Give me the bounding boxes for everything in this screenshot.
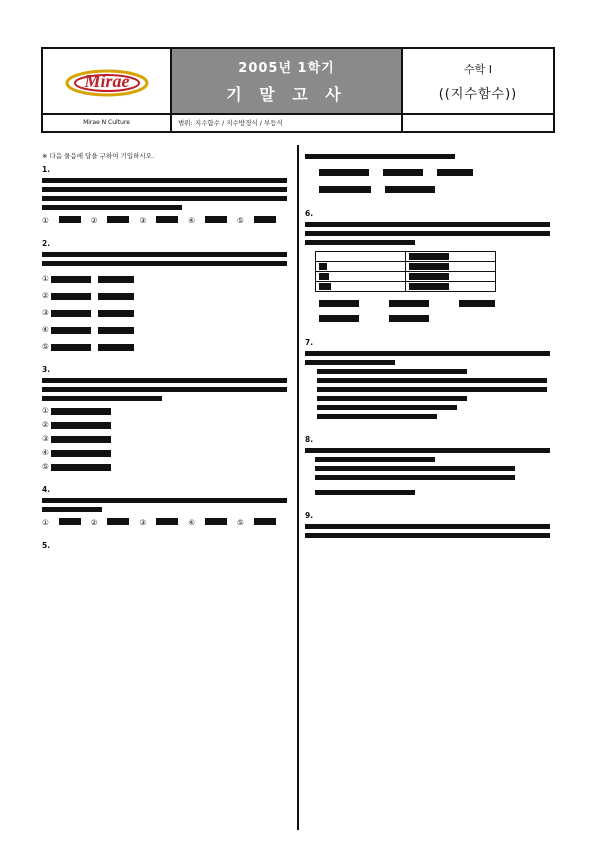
question-7-choices	[317, 369, 555, 419]
svg-text:Mirae: Mirae	[84, 71, 129, 91]
exam-term: 2005년 1학기	[238, 61, 335, 76]
question-9-number: 9.	[305, 511, 314, 520]
left-column	[42, 150, 292, 554]
choice[interactable]: ②	[42, 291, 292, 300]
exam-name: 기 말 고 사	[226, 85, 347, 104]
choice[interactable]: ⑤	[42, 462, 292, 471]
question-6-table	[315, 251, 496, 292]
exam-scope: 범위: 지수함수 / 지수방정식 / 부등식	[172, 115, 403, 131]
publisher-name: Mirae N Culture	[43, 115, 172, 131]
choice[interactable]: ⑤	[236, 216, 244, 225]
right-column	[305, 150, 555, 542]
choice[interactable]: ④	[188, 216, 195, 225]
question-4-number: 4.	[42, 485, 51, 494]
question-7-text	[305, 351, 555, 365]
question-5-number: 5.	[42, 541, 51, 550]
choice[interactable]: ⑤	[236, 518, 244, 527]
choice[interactable]: ②	[90, 216, 98, 225]
question-3-choices	[42, 406, 292, 471]
question-3-number: 3.	[42, 365, 51, 374]
exam-title	[172, 49, 403, 115]
question-5-continued	[305, 154, 555, 193]
question-4-text	[42, 498, 292, 512]
question-1-choices	[42, 216, 292, 225]
exam-header	[41, 47, 555, 133]
choice[interactable]: ③	[139, 216, 147, 225]
question-2-text	[42, 252, 292, 266]
question-7-number: 7.	[305, 338, 314, 347]
choice[interactable]: ①	[42, 518, 49, 527]
question-8-choices	[315, 457, 555, 495]
question-2-choices	[42, 274, 292, 351]
exam-subject	[403, 49, 553, 115]
choice[interactable]: ④	[42, 325, 292, 334]
choice[interactable]: ②	[42, 420, 292, 429]
question-3-text	[42, 378, 292, 401]
choice[interactable]: ②	[90, 518, 98, 527]
choice[interactable]: ①	[42, 216, 49, 225]
choice[interactable]: ④	[188, 518, 195, 527]
choice[interactable]: ③	[42, 308, 292, 317]
choice[interactable]: ④	[42, 448, 292, 457]
question-1-number: 1.	[42, 165, 51, 174]
question-8-number: 8.	[305, 435, 314, 444]
logo	[43, 49, 172, 115]
question-9-text	[305, 524, 555, 538]
choice[interactable]: ①	[42, 274, 292, 283]
column-divider	[297, 145, 299, 830]
question-6-choices	[305, 300, 555, 322]
question-1-text	[42, 178, 292, 210]
choice[interactable]: ①	[42, 406, 292, 415]
logo-mark-icon	[62, 61, 152, 101]
question-4-choices	[42, 518, 292, 527]
question-6-text	[305, 222, 555, 245]
question-6-number: 6.	[305, 209, 314, 218]
subject-name: 수학 I	[464, 63, 492, 76]
question-2-number: 2.	[42, 239, 51, 248]
instructions: ※ 다음 물음에 답을 구하여 기입하시오.	[42, 152, 155, 160]
choice[interactable]: ③	[42, 434, 292, 443]
subject-unit: ((지수함수))	[438, 87, 518, 102]
question-8-text	[305, 448, 555, 453]
choice[interactable]: ⑤	[42, 342, 292, 351]
choice[interactable]: ③	[139, 518, 147, 527]
